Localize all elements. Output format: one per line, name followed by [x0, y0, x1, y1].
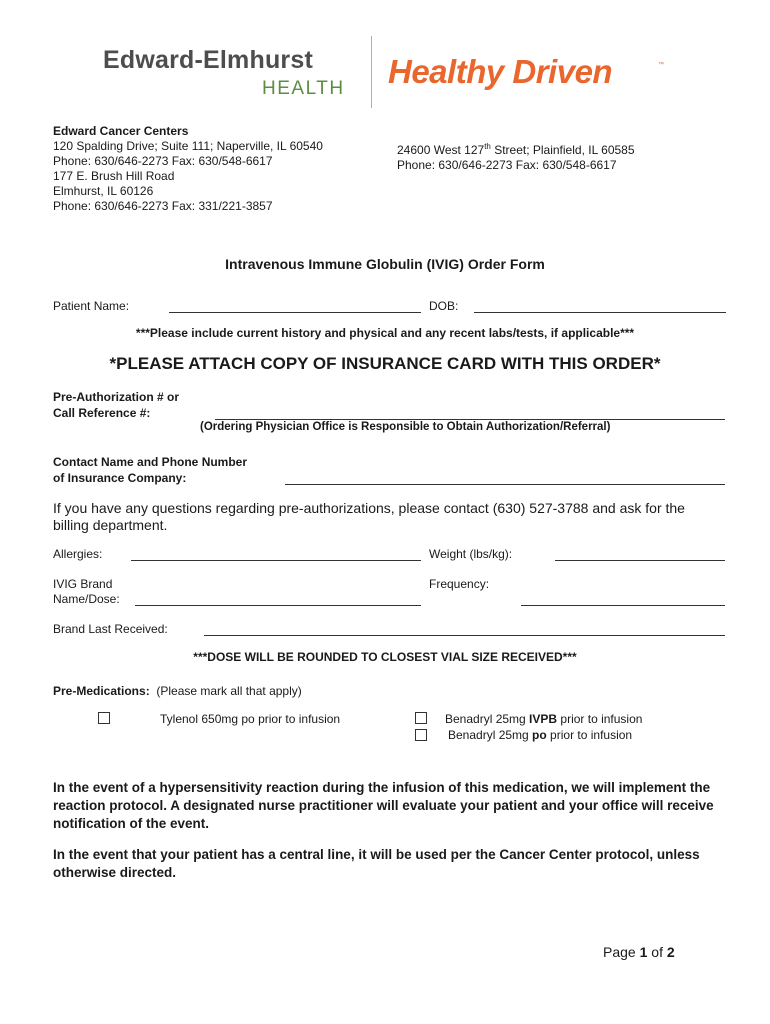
preauth-note: (Ordering Physician Office is Responsible to Obtain Authorization/Referral)	[200, 421, 611, 433]
benadryl-po-option-label: Benadryl 25mg po prior to infusion	[448, 728, 633, 742]
address-line: Phone: 630/646-2273 Fax: 630/548-6617	[53, 154, 273, 168]
central-line-statement: In the event that your patient has a central line, it will be used per the Cancer Center protocol, unless otherwise directed.	[53, 847, 700, 880]
dose-rounding-note: ***DOSE WILL BE ROUNDED TO CLOSEST VIAL SIZE RECEIVED***	[193, 650, 577, 664]
logo-edward-elmhurst: Edward-Elmhurst	[103, 46, 313, 74]
history-note: ***Please include current history and physical and any recent labs/tests, if applicable***	[135, 326, 635, 340]
benadryl-po-checkbox[interactable]	[415, 729, 427, 741]
ivig-brand-field[interactable]	[135, 605, 421, 606]
insurance-contact-label: Contact Name and Phone Number of Insurance Company:	[53, 455, 248, 485]
tylenol-checkbox[interactable]	[98, 712, 110, 724]
frequency-field[interactable]	[521, 605, 725, 606]
benadryl-ivpb-checkbox[interactable]	[415, 712, 427, 724]
plainfield-phone: Phone: 630/646-2273 Fax: 630/548-6617	[397, 158, 617, 172]
logo-healthy-driven: Healthy Driven	[388, 53, 613, 90]
brand-last-received-field[interactable]	[204, 635, 725, 636]
patient-name-label: Patient Name:	[53, 299, 130, 313]
benadryl-ivpb-option-label: Benadryl 25mg IVPB prior to infusion	[445, 712, 643, 726]
trademark-mark: ™	[658, 62, 664, 68]
header-right-address	[397, 139, 635, 173]
address-line: Phone: 630/646-2273 Fax: 331/221-3857	[53, 199, 273, 213]
premeds-heading: Pre-Medications: (Please mark all that apply)	[53, 684, 302, 698]
preauth-label: Pre-Authorization # or Call Reference #:	[53, 390, 180, 420]
tylenol-option-label: Tylenol 650mg po prior to infusion	[160, 712, 341, 726]
insurance-card-notice: *PLEASE ATTACH COPY OF INSURANCE CARD WITH THIS ORDER*	[109, 354, 661, 373]
logo-divider	[371, 36, 372, 108]
dob-field[interactable]	[474, 312, 726, 313]
address-line: 120 Spalding Drive; Suite 111; Naperville, IL 60540	[53, 139, 323, 153]
ivig-brand-label: IVIG Brand Name/Dose:	[53, 577, 120, 606]
patient-name-field[interactable]	[169, 312, 421, 313]
dob-label: DOB:	[429, 299, 459, 313]
brand-last-received-label: Brand Last Received:	[53, 622, 168, 636]
header-left-address	[53, 124, 323, 214]
preauth-field[interactable]	[215, 419, 725, 420]
page-indicator: Page 1 of 2	[603, 944, 675, 960]
address-line: 177 E. Brush Hill Road	[53, 169, 175, 183]
plainfield-address: 24600 West 127th Street; Plainfield, IL 60585	[397, 142, 635, 157]
logo-health: HEALTH	[262, 78, 345, 99]
hypersensitivity-statement: In the event of a hypersensitivity reaction during the infusion of this medication, we will implement the reaction protocol. A designated nurse practitioner will evaluate your patient and your office will receive notification of the event.	[53, 780, 714, 831]
allergies-field[interactable]	[131, 560, 421, 561]
weight-label: Weight (lbs/kg):	[429, 547, 513, 561]
billing-questions-text: If you have any questions regarding pre-authorizations, please contact (630) 527-3788 and ask for the billing department.	[53, 500, 685, 533]
form-title: Intravenous Immune Globulin (IVIG) Order Form	[225, 256, 545, 272]
frequency-label: Frequency:	[429, 577, 490, 591]
address-line: Elmhurst, IL 60126	[53, 184, 154, 198]
insurance-contact-field[interactable]	[285, 484, 725, 485]
org-name: Edward Cancer Centers	[53, 124, 189, 138]
allergies-label: Allergies:	[53, 547, 103, 561]
weight-field[interactable]	[555, 560, 725, 561]
